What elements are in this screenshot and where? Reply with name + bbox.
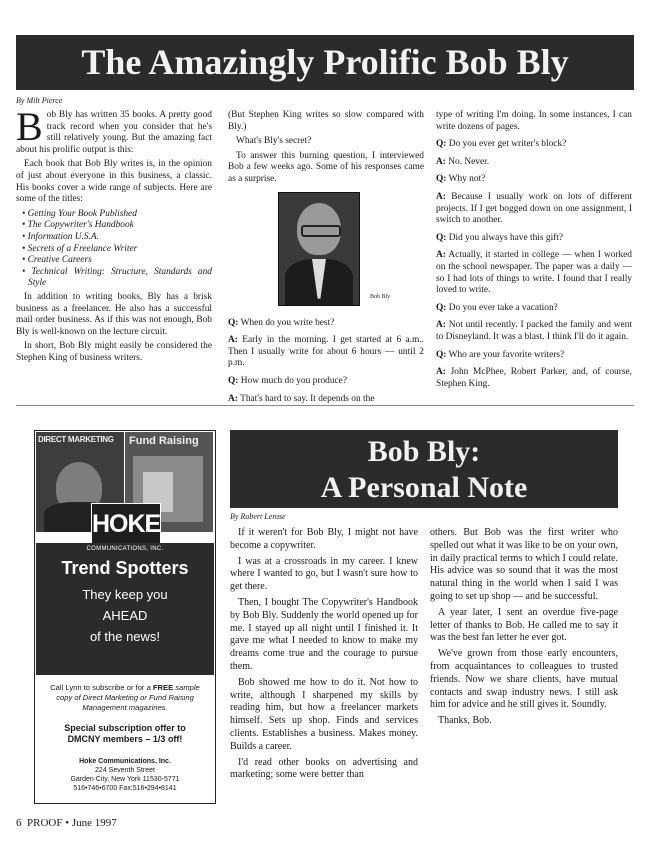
interview-question: Q: Did you always have this gift? [436,232,564,243]
hoke-advertisement [34,430,216,804]
cover-title: DIRECT MARKETING [38,435,114,444]
article-title-line-1: Bob Bly: [367,435,481,468]
byline: By Robert Lerose [230,512,286,521]
article-column-2 [228,110,424,411]
interview-answer: A: No. Never. [436,156,490,167]
section-divider [16,405,634,406]
article-column-3 [436,110,632,396]
hoke-logo: HOKE [91,503,161,545]
ad-tagline-3: of the news! [89,629,161,644]
interview-answer: A: Because I usually work on lots of different projects. If I get bogged down on one assignment, I switch to another. [436,191,632,226]
paragraph: others. But Bob was the first writer who spelled out what it was like to be on your own, in daily practical terms to which I could relate. His advice was so sound that it was the most natural thing in the world when I said I was going to set up shop — and be successful. [430,527,618,602]
list-item: • Information U.S.A. [22,231,99,242]
photo-caption: Bob Bly [370,293,391,300]
article-title-line-2: A Personal Note [320,471,528,504]
ad-offer: Special subscription offer to DMCNY members – 1/3 off! [64,723,186,744]
interview-answer: A: Actually, it started in college — when I worked on the school newspaper. The paper was a daily — so I had lots of things to write. I found that I really loved to write. [436,250,632,296]
paragraph: If it weren't for Bob Bly, I might not have become a copywriter. [230,527,418,551]
book-title-list [16,209,212,290]
logo-subtitle: COMMUNICATIONS, INC. [86,546,164,552]
article-title-banner [230,430,618,508]
byline: By Milt Pierce [16,96,63,105]
paragraph: What's Bly's secret? [236,136,312,147]
interview-question: Q: How much do you produce? [228,375,347,386]
interview-question: Q: Why not? [436,174,486,185]
list-item: • Technical Writing: Structure, Standards and Style [22,266,212,289]
interview-answer: A: Not until recently. I packed the family and went to Disneyland. It was a blast. I think I'll do it again. [436,320,632,342]
bob-bly-photo [278,192,360,306]
interview-question: Q: Do you ever take a vacation? [436,302,558,313]
article-column-1 [16,104,212,367]
free-label: FREE [152,683,174,692]
page-number: 6 [16,817,22,829]
phone-line: 516•746•6700 Fax:516•294•8141 [73,785,177,792]
address-line: 224 Seventh Street [95,767,155,774]
photo-block [228,192,424,308]
list-item: • Getting Your Book Published [22,208,137,219]
article-column-1 [230,527,418,785]
list-item: • Secrets of a Freelance Writer [22,243,138,254]
article-title: The Amazingly Prolific Bob Bly [81,42,569,82]
issue-date: • June 1997 [65,817,117,829]
paragraph: (But Stephen King writes so slow compared with Bly.) [228,110,424,132]
ad-tagline-1: They keep you [82,587,168,602]
cover-title: Fund Raising [129,435,199,447]
drop-cap: B [16,104,43,149]
address-line: Garden City, New York 11530-5771 [70,776,180,783]
paragraph: I was at a crossroads in my career. I knew where I wanted to go, but I wasn't sure how to get there. [230,555,418,593]
paragraph: We've grown from those early encounters, from acquaintances to colleagues to trusted friends. Now we share clients, have mutual contacts and swap industry news. I still ask him for advice and he still gives it. Soundly. [430,648,618,711]
page-footer [16,817,117,829]
publication-name: PROOF [27,817,63,829]
paragraph: In addition to writing books, Bly has a brisk business as a freelancer. He also has a successful mail order business. As if this was not enough, Bob Bly is well-known on the lecture circuit. [16,291,212,337]
paragraph: Thanks, Bob. [438,715,492,727]
interview-answer: A: Early in the morning. I get started at 6 a.m.. Then I usually write for about 6 hours — until 2 p.m. [228,335,424,369]
interview-question: Q: When do you write best? [228,317,335,328]
paragraph: ob Bly has written 35 books. A pretty good track record when you consider that he's still relatively young. But the amazing fact about his prolific output is this: [16,110,212,155]
list-item: • The Copywriter's Handbook [22,220,134,231]
ad-call-text: Call Lynn to subscribe or for a FREE sample copy of Direct Marketing or Fund Raising Management magazines. [50,683,200,712]
article-title-banner [16,35,634,90]
article-column-2 [430,527,618,731]
paragraph: Each book that Bob Bly writes is, in the opinion of just about everyone in this business, a classic. His books cover a wide range of subjects. Here are some of the titles: [16,159,212,205]
paragraph: A year later, I sent an overdue five-page letter of thanks to Bob. He called me to say it was the best fan letter he ever got. [430,606,618,644]
interview-answer: A: That's hard to say. It depends on the [228,393,375,404]
paragraph: type of writing I'm doing. In some instances, I can write dozens of pages. [436,110,632,132]
list-item: • Creative Careers [22,255,92,266]
ad-headline: Trend Spotters [61,558,189,578]
paragraph: Bob showed me how to do it. Not how to write, although I sharpened my skills by reading him, but how a freelancer markets himself. Sets up shop. Finds and services clients. Establishes a business. Makes money. Builds a career. [230,676,418,752]
interview-question: Q: Do you ever get writer's block? [436,139,567,150]
company-name: Hoke Communications, Inc. [79,758,171,765]
interview-question: Q: Who are your favorite writers? [436,349,565,360]
ad-contact [39,757,211,793]
interview-answer: A: John McPhee, Robert Parker, and, of course, Stephen King. [436,367,633,389]
paragraph: In short, Bob Bly might easily be considered the Stephen King of business writers. [16,341,212,363]
paragraph: Then, I bought The Copywriter's Handbook by Bob Bly. Suddenly the world opened up for me. I stayed up all night until I finished it. It gave me what I needed to know to make my dreams come true and the courage to pursue them. [230,596,418,672]
paragraph: To answer this burning question, I interviewed Bob a few weeks ago. Some of his responses came as a surprise. [228,150,424,184]
paragraph: I'd read other books on advertising and marketing; some were better than [230,756,418,781]
ad-headline-band [36,543,214,675]
ad-tagline-2: AHEAD [102,608,148,623]
